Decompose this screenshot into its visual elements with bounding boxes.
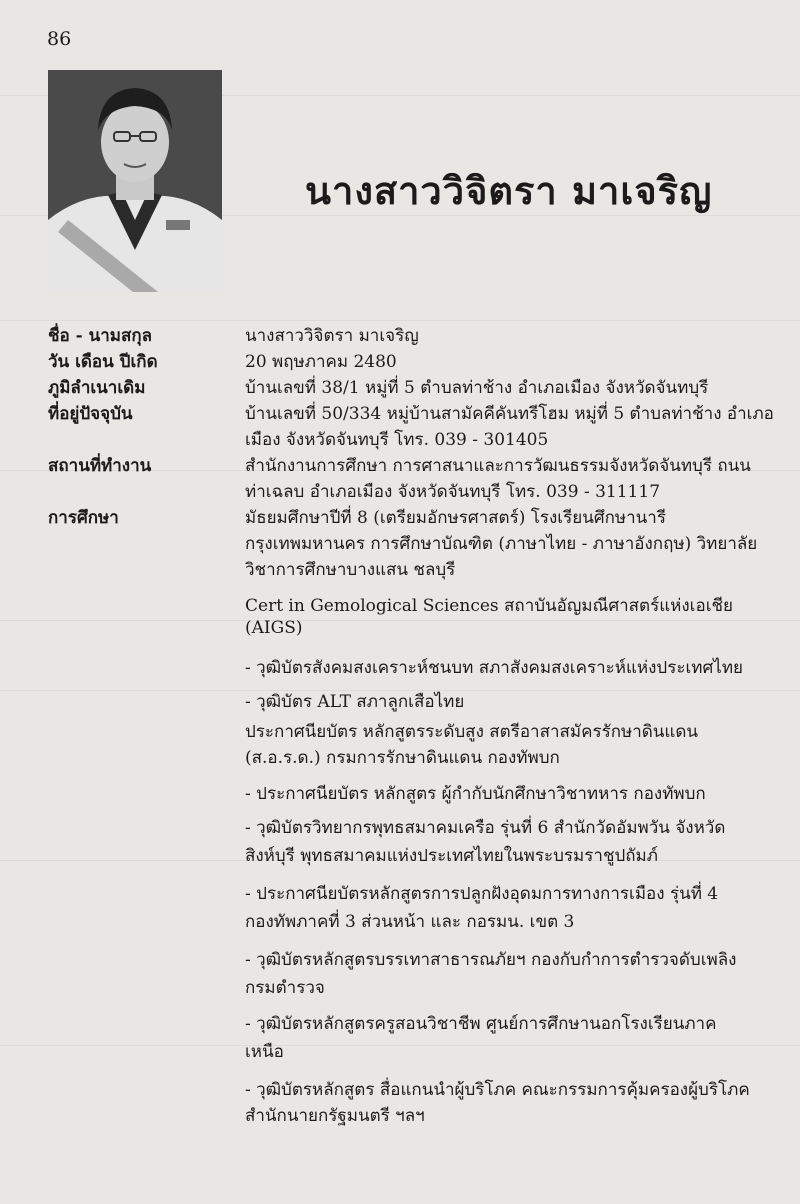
field-value-line: ประกาศนียบัตร หลักสูตรระดับสูง สตรีอาสาสมัครรักษาดินแดน bbox=[245, 722, 699, 742]
field-value-line: บ้านเลขที่ 50/334 หมู่บ้านสามัคคีคันทรีโฮม หมู่ที่ 5 ตำบลท่าช้าง อำเภอ bbox=[245, 404, 774, 424]
field-value-line: - วุฒิบัตรวิทยากรพุทธสมาคมเครือ รุ่นที่ 6 สำนักวัดอัมพวัน จังหวัด bbox=[245, 818, 726, 838]
field-value-line: กรมตำรวจ bbox=[245, 978, 325, 998]
field-value-line: - วุฒิบัตร ALT สภาลูกเสือไทย bbox=[245, 692, 465, 712]
field-value-line: - ประกาศนียบัตร หลักสูตร ผู้กำกับนักศึกษาวิชาทหาร กองทัพบก bbox=[245, 784, 706, 804]
field-value-line: บ้านเลขที่ 38/1 หมู่ที่ 5 ตำบลท่าช้าง อำเภอเมือง จังหวัดจันทบุรี bbox=[245, 378, 709, 398]
field-value-line: สำนักนายกรัฐมนตรี ฯลฯ bbox=[245, 1106, 425, 1126]
field-label: ภูมิลำเนาเดิม bbox=[48, 378, 146, 398]
field-label: วัน เดือน ปีเกิด bbox=[48, 352, 158, 372]
field-value-line: กรุงเทพมหานคร การศึกษาบัณฑิต (ภาษาไทย - ภาษาอังกฤษ) วิทยาลัย bbox=[245, 534, 758, 554]
field-value-line: เหนือ bbox=[245, 1042, 284, 1062]
field-value-line: (AIGS) bbox=[245, 618, 303, 638]
field-value-line: วิชาการศึกษาบางแสน ชลบุรี bbox=[245, 560, 456, 580]
field-value-line: (ส.อ.ร.ด.) กรมการรักษาดินแดน กองทัพบก bbox=[245, 748, 560, 768]
field-label: ที่อยู่ปัจจุบัน bbox=[48, 404, 133, 424]
field-value-line: - วุฒิบัตรหลักสูตร สื่อแกนนำผู้บริโภค คณะกรรมการคุ้มครองผู้บริโภค bbox=[245, 1080, 750, 1100]
field-label: สถานที่ทำงาน bbox=[48, 456, 152, 476]
portrait-photo bbox=[48, 70, 222, 292]
page-number: 86 bbox=[47, 28, 72, 50]
field-value-line: - วุฒิบัตรหลักสูตรบรรเทาสาธารณภัยฯ กองกับกำการตำรวจดับเพลิง bbox=[245, 950, 737, 970]
field-value-line: มัธยมศึกษาปีที่ 8 (เตรียมอักษรศาสตร์) โรงเรียนศึกษานารี bbox=[245, 508, 666, 528]
field-value-line: Cert in Gemological Sciences สถาบันอัญมณีศาสตร์แห่งเอเชีย bbox=[245, 596, 734, 616]
field-value-line: สำนักงานการศึกษา การศาสนาและการวัฒนธรรมจังหวัดจันทบุรี ถนน bbox=[245, 456, 751, 476]
page-title: นางสาววิจิตรา มาเจริญ bbox=[305, 169, 713, 213]
field-label: ชื่อ - นามสกุล bbox=[48, 326, 153, 346]
field-value-line: 20 พฤษภาคม 2480 bbox=[245, 352, 397, 372]
field-value-line: สิงห์บุรี พุทธสมาคมแห่งประเทศไทยในพระบรมราชูปถัมภ์ bbox=[245, 846, 658, 866]
field-value-line: ท่าเฉลบ อำเภอเมือง จังหวัดจันทบุรี โทร. 039 - 311117 bbox=[245, 482, 661, 502]
field-value-line: - วุฒิบัตรสังคมสงเคราะห์ชนบท สภาสังคมสงเคราะห์แห่งประเทศไทย bbox=[245, 658, 743, 678]
field-value-line: นางสาววิจิตรา มาเจริญ bbox=[245, 326, 419, 346]
field-value-line: - วุฒิบัตรหลักสูตรครูสอนวิชาชีพ ศูนย์การศึกษานอกโรงเรียนภาค bbox=[245, 1014, 717, 1034]
field-value-line: เมือง จังหวัดจันทบุรี โทร. 039 - 301405 bbox=[245, 430, 549, 450]
field-value-line: - ประกาศนียบัตรหลักสูตรการปลูกฝังอุดมการทางการเมือง รุ่นที่ 4 bbox=[245, 884, 719, 904]
field-label: การศึกษา bbox=[48, 508, 119, 528]
field-value-line: กองทัพภาคที่ 3 ส่วนหน้า และ กอรมน. เขต 3 bbox=[245, 912, 575, 932]
